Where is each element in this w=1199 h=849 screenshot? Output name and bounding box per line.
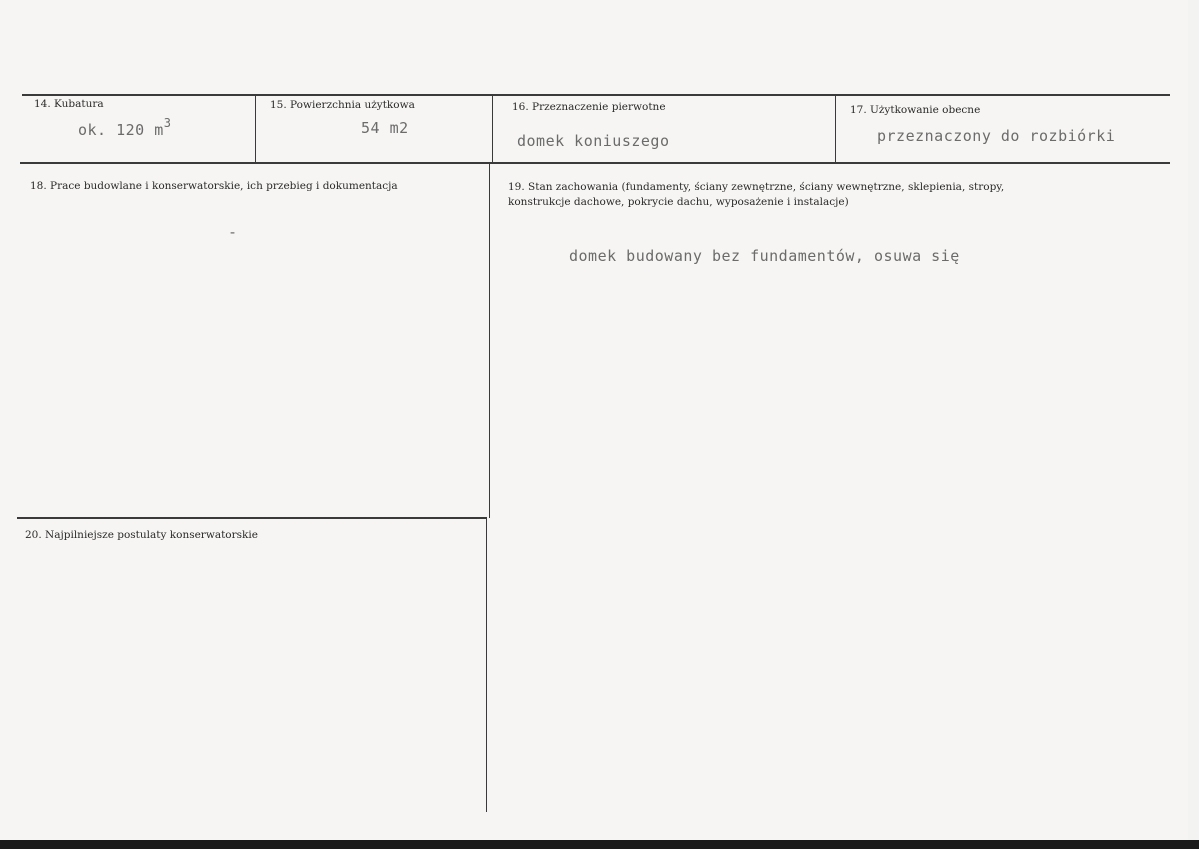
field-16-value: domek koniuszego [517,132,670,150]
field-20-label: 20. Najpilniejsze postulaty konserwatorskie [25,529,258,541]
section-divider-rule [17,517,487,519]
field-19-label: 19. Stan zachowania (fundamenty, ściany zewnętrzne, ściany wewnętrzne, sklepienia, stropy, konstrukcje dachowe, pokrycie dachu, wyposażenie i instalacje) [508,181,1005,208]
field-18-value: - [228,223,238,241]
field-17-value: przeznaczony do rozbiórki [877,127,1116,145]
middle-rule [20,162,1170,164]
field-14-value [78,116,172,139]
field-17-label: 17. Użytkowanie obecne [850,104,981,116]
field-14-value-text: ok. 120 m [78,121,164,139]
field-19-value: domek budowany bez fundamentów, osuwa się [569,247,960,265]
card-edge-bottom [0,840,1199,849]
top-rule [22,94,1170,96]
field-15-label: 15. Powierzchnia użytkowa [270,99,415,111]
card-edge-right [1188,0,1199,849]
field-14-label: 14. Kubatura [34,98,104,110]
column-divider-3 [835,94,836,164]
field-14-value-superscript: 3 [163,116,172,130]
field-16-label: 16. Przeznaczenie pierwotne [512,101,666,113]
column-divider-2 [492,94,493,162]
lower-column-divider-2 [486,518,487,812]
column-divider-1 [255,94,256,162]
field-18-label: 18. Prace budowlane i konserwatorskie, ich przebieg i dokumentacja [30,180,398,192]
field-15-value: 54 m2 [361,119,409,137]
lower-column-divider [489,164,490,518]
